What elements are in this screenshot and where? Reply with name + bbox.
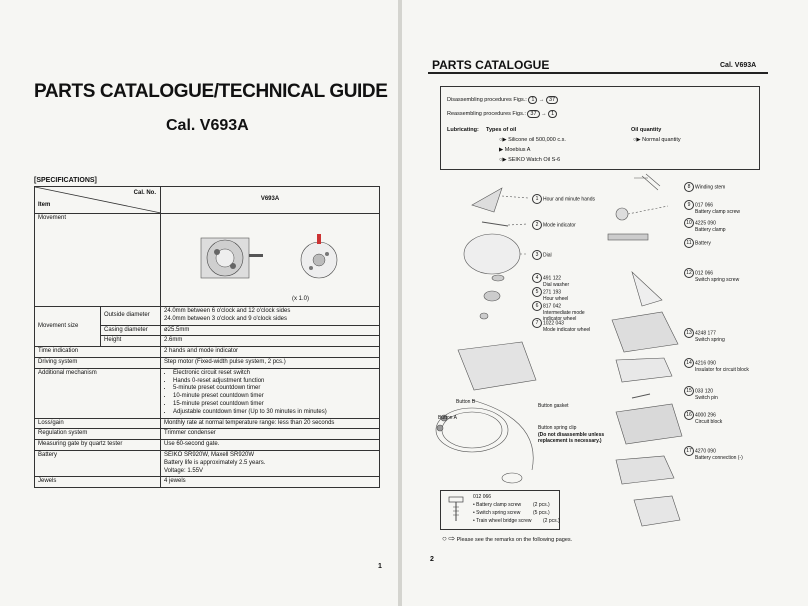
part-7 [532, 318, 590, 334]
page-number: 1 [378, 563, 382, 570]
arrow-right-icon: → [541, 111, 547, 117]
part-number: 6 [532, 301, 542, 311]
page-title: PARTS CATALOGUE/TECHNICAL GUIDE [34, 81, 388, 102]
battery-value-2: Battery life is approximately 2.5 years. [164, 459, 266, 466]
button-gasket-label: Button gasket [538, 403, 569, 409]
part-number: 10 [684, 218, 694, 228]
arrow-icon: ⇨ [448, 534, 456, 543]
clip-note: (Do not disassemble unless replacement is necessary.) [538, 432, 605, 444]
screw-code: 012 066 [473, 494, 492, 500]
part-name: Mode indicator wheel [543, 327, 591, 333]
part-code: 017 066 [695, 202, 714, 209]
part-13 [684, 328, 725, 344]
part-name: Battery connection (-) [695, 455, 743, 461]
part-name: Battery [695, 240, 711, 247]
part-name: Battery clamp [695, 227, 726, 233]
loss-gain-value: Monthly rate at normal temperature range: less than 20 seconds [161, 418, 380, 429]
remark-line [442, 534, 572, 543]
part-number: 8 [684, 182, 694, 192]
part-16 [684, 410, 722, 426]
part-8 [684, 182, 725, 192]
screw-name: Switch spring screw [476, 510, 521, 516]
part-name: Switch spring [695, 337, 725, 343]
additional-mechanism-value [161, 368, 380, 418]
button-spring-clip-label: Button spring clip [538, 425, 577, 431]
measuring-gate-label: Measuring gate by quartz tester [35, 440, 161, 451]
movement-label: Movement [35, 214, 161, 307]
part-code: 4000 296 [695, 412, 716, 419]
screw-box [440, 490, 560, 530]
part-name: Insulator for circuit block [695, 367, 749, 373]
casing-diameter-value: ø25.5mm [161, 325, 380, 336]
part-17 [684, 446, 743, 462]
part-code: 012 066 [695, 270, 714, 277]
screw-qty: (5 pcs.) [533, 510, 550, 516]
battery-value [161, 450, 380, 476]
casing-diameter-label: Casing diameter [101, 325, 161, 336]
oil-quantity-label: Oil quantity [631, 127, 662, 133]
part-code: 4270 090 [695, 448, 716, 455]
screw-item: • Train wheel bridge screw (2 pcs.) [473, 518, 560, 524]
arrow-right-icon: → [538, 97, 545, 103]
part-code: 1022 043 [543, 320, 564, 327]
part-number: 4 [532, 273, 542, 283]
part-name: Hour wheel [543, 296, 569, 302]
page-number: 2 [430, 556, 434, 563]
lubricating-label: Lubricating: [447, 127, 479, 133]
screw-item: • Battery clamp screw (2 pcs.) [473, 502, 550, 508]
part-number: 16 [684, 410, 694, 420]
part-number: 3 [532, 250, 542, 260]
list-item: • Electronic circuit reset switch [173, 370, 376, 378]
item-label: Item [38, 202, 51, 209]
movement-back-image [301, 234, 337, 278]
part-14 [684, 358, 749, 374]
part-name: Battery clamp screw [695, 209, 741, 215]
part-code: 4216 090 [695, 360, 716, 367]
fig-from: 1 [528, 96, 537, 104]
part-name: Winding stem [695, 184, 726, 191]
circle-icon: ○ [442, 534, 447, 543]
jewels-label: Jewels [35, 477, 161, 488]
part-number: 11 [684, 238, 694, 248]
part-code: 271 193 [543, 289, 562, 296]
regulation-value: Trimmer condenser [161, 429, 380, 440]
part-2 [532, 220, 576, 230]
oil-drop-icon: ▶ [499, 147, 505, 153]
list-item: • 10-minute preset countdown timer [173, 393, 376, 401]
parts-catalogue-title: PARTS CATALOGUE [432, 58, 550, 72]
left-page [0, 0, 398, 606]
screw-qty: (2 pcs.) [543, 518, 560, 524]
remark-text: Please see the remarks on the following pages. [456, 537, 573, 543]
height-value: 2.6mm [161, 336, 380, 347]
outside-diameter-value-1: 24.0mm between 6 o'clock and 12 o'clock sides [164, 308, 291, 314]
fig-to: 37 [546, 96, 558, 104]
types-of-oil-label: Types of oil [486, 127, 517, 133]
part-3 [532, 250, 552, 260]
scale-label: (x 1.0) [291, 296, 309, 303]
driving-system-value: Step motor (Fixed-width pulse system, 2 pcs.) [161, 357, 380, 368]
oil-drop-icon: ○▶ [499, 137, 509, 143]
screw-name: Battery clamp screw [476, 502, 522, 508]
part-code: 491 122 [543, 275, 562, 282]
right-page [402, 0, 808, 606]
cal-no-label: Cal. No. [133, 190, 156, 196]
part-name: Dial washer [543, 282, 570, 288]
oil-1-text: Silicone oil 500,000 c.s. [508, 137, 566, 143]
measuring-gate-value: Use 60-second gate. [161, 440, 380, 451]
part-code: 817 042 [543, 303, 562, 310]
list-item: • 15-minute preset countdown timer [173, 401, 376, 409]
part-number: 15 [684, 386, 694, 396]
oil-2-text: Moebius A [504, 147, 531, 153]
additional-mechanism-label: Additional mechanism [35, 368, 161, 418]
battery-value-3: Voltage: 1.55V [164, 467, 204, 474]
movement-drawings [161, 216, 381, 296]
fig-from: 37 [527, 110, 539, 118]
oil-3-text: SEIKO Watch Oil S-6 [508, 157, 561, 163]
part-name: Hour and minute hands [543, 196, 595, 203]
part-number: 14 [684, 358, 694, 368]
part-number: 13 [684, 328, 694, 338]
driving-system-label: Driving system [35, 357, 161, 368]
outside-diameter-value [161, 307, 380, 326]
regulation-label: Regulation system [35, 429, 161, 440]
part-9 [684, 200, 740, 216]
fig-to: 1 [548, 110, 557, 118]
reassembling-label: Reassembling procedures Figs.: [447, 111, 526, 117]
part-name: Circuit block [695, 419, 723, 425]
time-indication-value: 2 hands and mode indicator [161, 347, 380, 358]
button-b-label: Button B [456, 399, 476, 405]
outside-diameter-label: Outside diameter [101, 307, 161, 326]
specifications-table [34, 186, 380, 488]
part-12 [684, 268, 739, 284]
mechanism-list [164, 370, 376, 417]
part-number: 17 [684, 446, 694, 456]
specifications-label: [SPECIFICATIONS] [34, 177, 97, 184]
battery-label: Battery [35, 450, 161, 476]
part-number: 1 [532, 194, 542, 204]
movement-front-image [201, 238, 263, 278]
list-item: • Hands 0-reset adjustment function [173, 378, 376, 386]
part-name: Intermediate mode indicator wheel [543, 310, 585, 322]
part-11 [684, 238, 711, 248]
movement-images [161, 214, 380, 307]
screw-icon [445, 495, 467, 525]
loss-gain-label: Loss/gain [35, 418, 161, 429]
list-item: • Adjustable countdown timer (Up to 30 minutes in minutes) [173, 409, 376, 417]
part-code: 033 120 [695, 388, 714, 395]
list-item: • 5-minute preset countdown timer [173, 385, 376, 393]
part-10 [684, 218, 726, 234]
time-indication-label: Time indication [35, 347, 161, 358]
screw-qty: (2 pcs.) [533, 502, 550, 508]
part-number: 7 [532, 318, 542, 328]
oil-drop-icon: ○▶ [633, 137, 643, 143]
part-name: Mode indicator [543, 222, 576, 229]
part-1 [532, 194, 595, 204]
table-header-corner [35, 187, 161, 214]
screw-item: • Switch spring screw (5 pcs.) [473, 510, 550, 516]
oil-drop-icon: ○▶ [499, 157, 509, 163]
disassembling-label: Disassembling procedures Figs.: [447, 97, 527, 103]
model-header: V693A [161, 187, 380, 214]
movement-size-label: Movement size [35, 307, 101, 347]
button-a-label: Button A [438, 415, 457, 421]
part-name: Switch pin [695, 395, 718, 401]
part-code: 4225 090 [695, 220, 716, 227]
caliber-label: Cal. V693A [720, 62, 757, 69]
part-number: 12 [684, 268, 694, 278]
part-code: 4248 177 [695, 330, 716, 337]
part-15 [684, 386, 718, 402]
part-number: 9 [684, 200, 694, 210]
screw-name: Train wheel bridge screw [476, 518, 532, 524]
outside-diameter-value-2: 24.0mm between 3 o'clock and 9 o'clock sides [164, 315, 288, 322]
jewels-value: 4 jewels [161, 477, 380, 488]
height-label: Height [101, 336, 161, 347]
part-name: Dial [543, 252, 552, 259]
caliber-title: Cal. V693A [166, 117, 249, 134]
part-name: Switch spring screw [695, 277, 740, 283]
part-number: 5 [532, 287, 542, 297]
battery-value-1: SEIKO SR920W, Maxell SR920W [164, 451, 255, 458]
normal-quantity-text: Normal quantity [642, 137, 681, 143]
part-number: 2 [532, 220, 542, 230]
